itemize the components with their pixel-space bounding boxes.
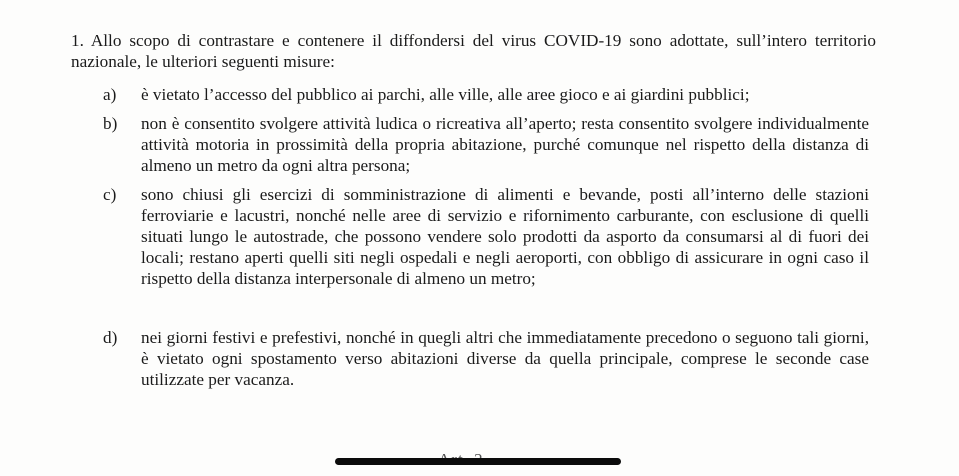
list-item-text: nei giorni festivi e prefestivi, nonché in quegli altri che immediatamente precedono o seguono tali giorni, è vietato ogni spostamento verso abitazioni diverse da quella principale, comprese le seconde case utilizzate per vacanza. (141, 328, 869, 389)
list-item-text: è vietato l’accesso del pubblico ai parchi, alle ville, alle aree gioco e ai giardini pubblici; (141, 85, 750, 104)
list-item-text: non è consentito svolgere attività ludica o ricreativa all’aperto; resta consentito svolgere individualmente attività motoria in prossimità della propria abitazione, purché comunque nel rispetto della distanza di almeno un metro da ogni altra persona; (141, 114, 869, 175)
list-item-letter: c) (103, 185, 117, 204)
list-item-letter: b) (103, 114, 118, 133)
list-item-c (103, 184, 869, 289)
list-item-letter: d) (103, 328, 118, 347)
list-item-letter: a) (103, 85, 117, 104)
list-item-a (103, 84, 869, 105)
list-item-d (103, 327, 869, 390)
home-indicator-bar[interactable] (335, 458, 621, 465)
list-item-text: sono chiusi gli esercizi di somministrazione di alimenti e bevande, posti all’interno delle stazioni ferroviarie e lacustri, nonché nelle aree di servizio e rifornimento carburante, con esclusione di quelli situati lungo le autostrade, che possono vendere solo prodotti da asporto da consumarsi al di fuori dei locali; restano aperti quelli siti negli ospedali e negli aeroporti, con obbligo di assicurare in ogni caso il rispetto della distanza interpersonale di almeno un metro; (141, 185, 869, 288)
article-paragraph-1: 1. Allo scopo di contrastare e contenere il diffondersi del virus COVID-19 sono adottate, sull’intero territorio nazionale, le ulteriori seguenti misure: (71, 31, 876, 71)
list-item-b (103, 113, 869, 176)
